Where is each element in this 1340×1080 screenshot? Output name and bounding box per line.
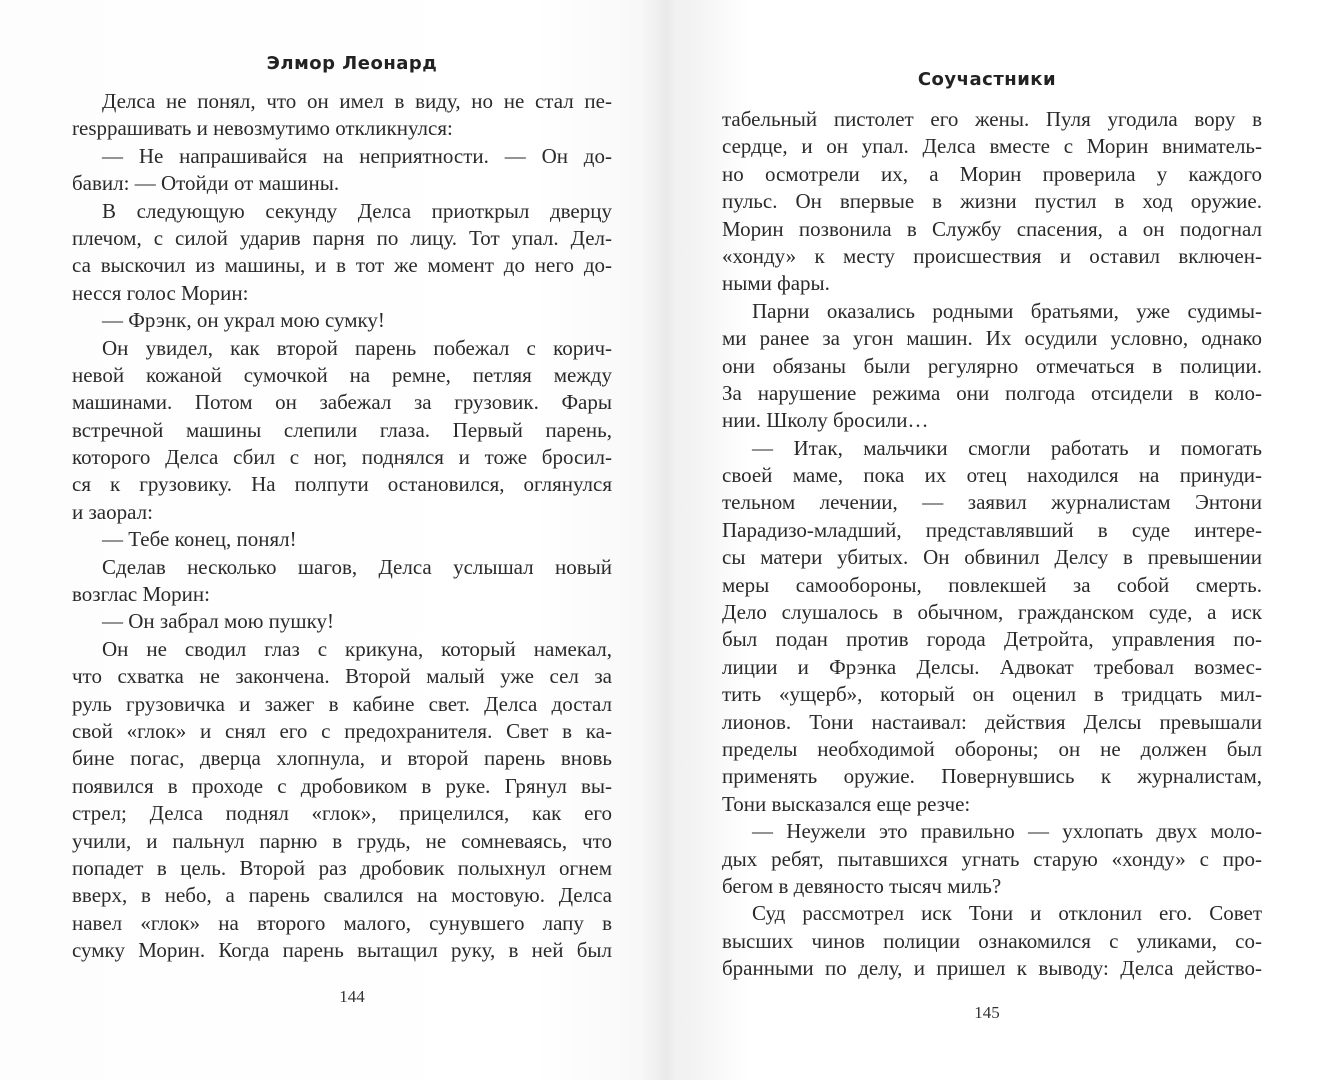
left-page-number: 144 <box>339 986 365 1006</box>
text-line: лионов. Тони настаивал: действия Делсы превышали <box>722 709 1262 734</box>
right-running-head: Соучастники <box>917 69 1057 90</box>
text-line: попадет в цель. Второй раз дробовик полыхнул огнем <box>72 855 612 880</box>
text-line: — Итак, мальчики смогли работать и помогать <box>752 435 1262 460</box>
text-line: пределы необходимой обороны; он не должен был <box>722 736 1262 761</box>
text-line: пульс. Он впервые в жизни пустил в ход оружие. <box>722 189 1262 214</box>
text-line: Он не сводил глаз с крикуна, который намекал, <box>102 636 612 661</box>
text-line: вверх, в небо, а парень свалился на мостовую. Делса <box>72 883 612 908</box>
text-line: появился в проходе с дробовиком в руке. Грянул вы- <box>72 773 612 798</box>
text-line: был подан против города Детройта, управления по- <box>722 627 1262 652</box>
text-line: — Он забрал мою пушку! <box>102 609 334 634</box>
text-line: навел «глок» на второго малого, сунувшего лапу в <box>72 910 612 935</box>
text-line: встречной машины слепили глаза. Первый парень, <box>72 417 612 442</box>
text-line: «хонду» к месту происшествия и оставил включен- <box>722 243 1262 268</box>
text-line: своей маме, пока их отец находился на принуди- <box>722 463 1262 488</box>
text-line: сы матери убитых. Он обвинил Делсу в превышении <box>722 545 1262 570</box>
text-line: са выскочил из машины, и в тот же момент до него до- <box>72 253 612 278</box>
text-line: меры самообороны, повлекшей за собой смерть. <box>722 572 1262 597</box>
text-line: табельный пистолет его жены. Пуля угодила вору в <box>722 107 1262 131</box>
text-line: — Не напрашивайся на неприятности. — Он до- <box>102 143 612 168</box>
text-line: — Неужели это правильно — ухлопать двух моло- <box>752 819 1262 844</box>
text-line: Делса не понял, что он имел в виду, но не стал пе- <box>102 89 612 113</box>
text-line: учили, и пальнул парню в грудь, не сомневаясь, что <box>72 828 612 853</box>
text-line: которого Делса сбил с ног, поднялся и тоже бросил- <box>72 445 612 470</box>
text-line: бавил: — Отойди от машины. <box>72 171 340 196</box>
left-page-text <box>72 88 612 965</box>
text-line: нии. Школу бросили… <box>722 408 929 433</box>
text-line: ся к грузовику. На полпути остановился, оглянулся <box>72 472 612 497</box>
text-line: ми ранее за угон машин. Их осудили условно, однако <box>722 326 1262 351</box>
right-page <box>722 66 1262 1023</box>
book-gutter <box>640 0 700 1080</box>
text-line: сумку Морин. Когда парень вытащил руку, в ней был <box>72 938 612 963</box>
text-line: Сделав несколько шагов, Делса услышал новый <box>102 554 612 579</box>
text-line: что схватка не закончена. Второй малый уже сел за <box>72 664 612 689</box>
text-line: руль грузовичка и зажег в кабине свет. Делса достал <box>72 691 612 716</box>
text-line: они обязаны были регулярно отмечаться в полиции. <box>722 353 1262 378</box>
text-line: свой «глок» и снял его с предохранителя. Свет в ка- <box>72 718 612 743</box>
text-line: возглас Морин: <box>72 582 210 607</box>
text-line: Он увидел, как второй парень побежал с корич- <box>102 335 612 360</box>
text-line: тить «ущерб», который он оценил в тридцать мил- <box>722 682 1262 707</box>
text-line: дых ребят, пытавшихся угнать старую «хонду» с про- <box>722 846 1262 871</box>
text-line: бине погас, дверца хлопнула, и второй парень вновь <box>72 746 612 771</box>
text-line: Тони высказался еще резче: <box>722 791 971 816</box>
text-line: бранными по делу, и пришел к выводу: Делса действо- <box>722 956 1262 981</box>
text-line: Суд рассмотрел иск Тони и отклонил его. Совет <box>752 901 1262 926</box>
text-line: тельном лечении, — заявил журналистам Энтони <box>722 490 1262 515</box>
text-line: За нарушение режима они полгода отсидели в коло- <box>722 380 1262 405</box>
text-line: но осмотрели их, а Морин проверила у каждого <box>722 161 1262 186</box>
text-line: Парни оказались родными братьями, уже судимы- <box>752 298 1262 323</box>
left-page <box>72 50 612 1007</box>
text-line: Парадизо-младший, представлявший в суде интере- <box>722 517 1262 542</box>
text-line: Морин позвонила в Службу спасения, а он подогнал <box>722 216 1262 241</box>
right-page-number: 145 <box>974 1002 1000 1022</box>
text-line: В следующую секунду Делса приоткрыл дверцу <box>102 198 612 223</box>
text-line: бегом в девяносто тысяч миль? <box>722 873 1002 898</box>
text-line: — Тебе конец, понял! <box>102 527 297 552</box>
right-page-text <box>722 106 1262 983</box>
text-line: Дело слушалось в обычном, гражданском суде, а иск <box>722 600 1262 625</box>
text-line: высших чинов полиции ознакомился с уликами, со- <box>722 928 1262 953</box>
text-line: — Фрэнк, он украл мою сумку! <box>102 308 385 333</box>
text-line: плечом, с силой ударив парня по лицу. Тот упал. Дел- <box>72 225 612 250</box>
text-line: сердце, и он упал. Делса вместе с Морин вниматель- <box>722 134 1262 159</box>
text-line: и заорал: <box>72 499 153 524</box>
text-line: несся голос Морин: <box>72 280 249 305</box>
text-line: стрел; Делса поднял «глок», прицелился, как его <box>72 801 612 826</box>
text-line: лиции и Фрэнка Делсы. Адвокат требовал возмес- <box>722 654 1262 679</box>
text-line: применять оружие. Повернувшись к журналистам, <box>722 764 1262 789</box>
text-line: respрашивать и невозмутимо откликнулся: <box>72 116 453 141</box>
left-running-head: Элмор Леонард <box>266 53 438 74</box>
text-line: ными фары. <box>722 271 830 296</box>
text-line: машинами. Потом он забежал за грузовик. Фары <box>72 390 612 415</box>
text-line: невой кожаной сумочкой на ремне, петляя между <box>72 362 612 387</box>
